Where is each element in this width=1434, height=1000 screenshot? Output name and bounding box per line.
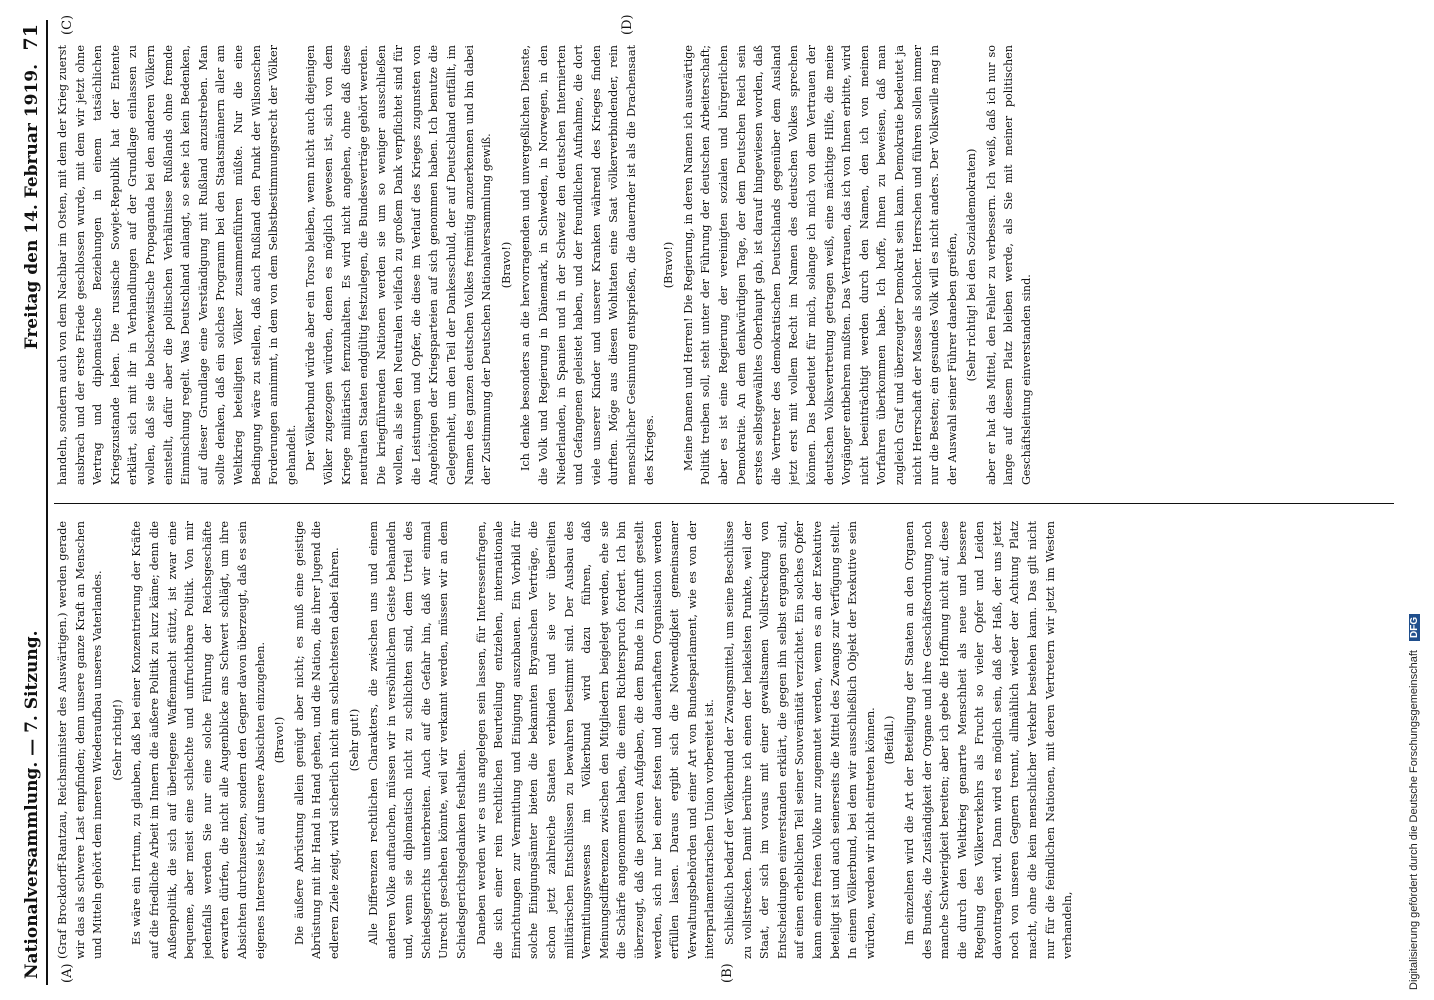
interjection: (Beifall.) [883, 715, 897, 765]
interjection: (Sehr richtig!) [110, 699, 124, 781]
paragraph: Meine Damen und Herren! Die Regierung, in deren Namen ich auswärtige Politik treiben soll, steht unter der Führung der deutschen Arbeiterschaft; aber es ist eine Regierung der vereinigten sozialen und bürgerlichen Demokratie. An dem denkwürdigen Tage, der dem Deutschen Reich sein erstes selbstgewähltes Oberhaupt gab, ist darauf hingewiesen worden, daß die Vertreter des demokratischen Deutschlands gegenüber dem Ausland jetzt erst mit vollem Recht im Namen des deutschen Volkes sprechen können. Das bedeutet für mich, solange ich mich von dem Vertrauen der deutschen Volksvertretung getragen weiß, eine mächtige Hilfe, die meine Vorgänger entbehren mußten. Das Vertrauen, das ich von Ihnen erbitte, wird nicht beeinträchtigt werden durch den Namen, den ich von meinen Vorfahren überkommen habe. Ich hoffe, Ihnen zu beweisen, daß man zugleich Graf und überzeugter Demokrat sein kann. Demokratie bedeutet ja nicht Herrschaft der Masse als solcher. Herrschen und führen sollen immer nur die Besten; ein gesundes Volk will es nicht anders. Der Volkswille mag in der Auswahl seiner Führer daneben greifen, [681, 45, 959, 485]
column-divider [54, 503, 1394, 504]
interjection: (Bravo!) [662, 241, 676, 289]
digitization-sidebar [1406, 10, 1430, 990]
interjection: (Bravo!) [499, 241, 513, 289]
paragraph: aber er hat das Mittel, den Fehler zu verbessern. Ich weiß, daß ich nur so lange auf diesem Platz bleiben werde, als Sie mit meiner politischen Geschäftsleitung einverstanden sind. [984, 45, 1034, 485]
margin-mark-c: (C) [60, 14, 75, 35]
paragraph: Schließlich bedarf der Völkerbund der Zwangsmittel, um seine Beschlüsse zu vollstrecken. Damit berühre ich einen der heikelsten Punkte, weil der Staat, der sich im voraus mit einer gewaltsamen Vollstreckung von Entscheidungen einverstanden erklärt, die gegen ihn selbst ergangen sind, auf einen erheblichen Teil seiner Souveränität verzichtet. Ein solches Opfer kann einem freien Volke nur zugemutet werden, wenn es an der Exekutive beteiligt ist und auch seinerseits die Mittel des Zwangs zur Verfügung stellt. In einem Völkerbund, bei dem wir ausschließlich Objekt der Exekutive sein würden, werden wir nicht eintreten können. [722, 521, 877, 959]
interjection: (Sehr richtig! bei den Sozialdemokraten) [965, 148, 979, 382]
paragraph: Daneben werden wir es uns angelegen sein lassen, für Interessenfragen, die sich einer rein rechtlichen Beurteilung entziehen, internationale Einrichtungen zur Vermittlung und Einigung auszubauen. Ein Vorbild für solche Einigungsämter bieten die bekannten Bryanschen Verträge, die schon jetzt zahlreiche Staaten verbinden und sie vor übereilten militärischen Entschlüssen zu bewahren bestimmt sind. Der Ausbau des Vermittlungswesens im Völkerbund wird dazu führen, daß Meinungsdifferenzen zwischen den Mitgliedern beigelegt werden, ehe sie die Schärfe angenommen haben, die einen Richterspruch fordert. Ich bin überzeugt, daß die positiven Aufgaben, die dem Bunde in Zukunft gestellt werden, sich nur bei einer festen und dauerhaften Organisation werden erfüllen lassen. Daraus ergibt sich die Notwendigkeit gemeinsamer Verwaltungsbehörden und einer Art von Bundesparlament, wie es von der interparlamentarischen Union vorbereitet ist. [474, 521, 717, 959]
paragraph: (Graf Brockdorff-Rantzau, Reichsminister des Auswärtigen.) werden gerade wir das als schwere Last empfinden; denn unsere ganze Kraft an Menschen und Mitteln gehört dem inneren Wiederaufbau unseres Vaterlandes. [56, 521, 105, 959]
margin-mark-d: (D) [620, 14, 635, 35]
margin-mark-b: (B) [720, 963, 735, 983]
paragraph: Alle Differenzen rechtlichen Charakters, die zwischen uns und einem anderen Volke auftauchen, müssen wir in versöhnlichem Geiste behandeln und, wenn sie diplomatisch nicht zu schlichten sind, dem Urteil des Schiedsgerichts unterbreiten. Auch auf die Gefahr hin, daß wir einmal Unrecht geschehen könnte, weil wir verkannt werden, müssen wir an dem Schiedsgerichtsgedanken festhalten. [367, 521, 469, 959]
right-text-column [54, 45, 1394, 485]
rotated-document-page [20, 14, 1410, 985]
paragraph: Im einzelnen wird die Art der Beteiligung der Staaten an den Organen des Bundes, die Zuständigkeit der Organe und ihre Geschäftsordnung noch manche Schwierigkeit bereiten; aber ich gebe die Hoffnung nicht auf, diese die durch den Weltkrieg genarrte Menschheit als neue und bessere Regelung des Völkerverkehrs als Frucht so vieler Opfer und Leiden davontragen wird. Dann wird es möglich sein, daß der Haß, der uns jetzt noch von unseren Gegnern trennt, allmählich wieder der Achtung Platz macht, ohne die kein menschlicher Verkehr bestehen kann. Das gilt nicht nur für die feindlichen Nationen, mit deren Vertretern wir jetzt im Westen verhandeln, [902, 521, 1075, 959]
interjection: (Sehr gut!) [347, 708, 361, 772]
paragraph: Es wäre ein Irrtum, zu glauben, daß bei einer Konzentrierung der Kräfte auf die friedliche Arbeit im Innern die äußere Politik zu kurz käme; denn die Außenpolitik, die sich auf überlegene Waffenmacht stützt, ist zwar eine bequeme, aber meist eine schlechte und unfruchtbare Politik. Von mir jedenfalls werden Sie nur eine solche Führung der Reichsgeschäfte erwarten dürfen, die nicht alle Augenblicke ans Schwert schlägt, um ihre Absichten durchzusetzen, sondern den Gegner davon überzeugt, daß es sein eigenes Interesse ist, auf unsere Absichten einzugehen. [130, 521, 267, 959]
paragraph: Der Völkerbund würde aber ein Torso bleiben, wenn nicht auch diejenigen Völker zugezogen würden, denen es möglich gewesen ist, sich von dem Kriege militärisch fernzuhalten. Es wird nicht angehen, ohne daß diese neutralen Staaten endgültig festzulegen, die Bundesverträge gehört werden. Die kriegführenden Nationen werden sie um so weniger ausschließen wollen, als sie den Neutralen vielfach zu großem Dank verpflichtet sind für die Leistungen und Opfer, die diese im Verlauf des Krieges zugunsten von Angehörigen der Kriegsparteien auf sich genommen haben. Ich benutze die Gelegenheit, um den Teil der Dankesschuld, der auf Deutschland entfällt, im Namen des ganzen deutschen Volkes freimütig anzuerkennen und bin dabei der Zustimmung der Deutschen Nationalversammlung gewiß. [304, 45, 494, 485]
header-left: Nationalversammlung. — 7. Sitzung. [22, 630, 42, 979]
margin-mark-a: (A) [60, 963, 75, 983]
dfg-logo: DFG [1409, 614, 1420, 641]
interjection: (Bravo!) [273, 716, 287, 764]
left-text-column [54, 521, 1394, 959]
paragraph: Die äußere Abrüstung allein genügt aber nicht; es muß eine geistige Abrüstung mit ihr Hand in Hand gehen, und die Nation, die ihrer Jugend die edleren Ziele zeigt, wird sicherlich nicht am schlechtesten dabei fahren. [292, 521, 341, 959]
page-number: 71 [20, 24, 42, 51]
digitization-credit: Digitalisierung gefördert durch die Deutsche Forschungsgemeinschaft [1408, 650, 1420, 990]
page-header [20, 20, 48, 985]
header-date: Freitag den 14. Februar 1919. [22, 64, 42, 350]
paragraph: Ich denke besonders an die hervorragenden und unvergeßlichen Dienste, die Volk und Regierung in Dänemark, in Schweden, in Norwegen, in den Niederlanden, in Spanien und in der Schweiz den deutschen Internierten und Gefangenen geleistet haben, und der freundlichen Aufnahme, die dort viele unserer Kinder und unserer Kranken während des Krieges finden durften. Möge aus diesen Wohltaten eine Saat völkerverbindender, rein menschlicher Gesinnung entsprießen, die dauernder ist als die Drachensaat des Krieges. [519, 45, 656, 485]
paragraph: handeln, sondern auch von dem Nachbar im Osten, mit dem der Krieg zuerst ausbrach und der erste Friede geschlossen wurde, mit dem wir jetzt ohne Vertrag und diplomatische Beziehungen in einem tatsächlichen Kriegszustande leben. Die russische Sowjet-Republik hat der Entente erklärt, sich mit ihr in Verhandlungen auf der Grundlage einlassen zu wollen, daß sie die bolschewistische Propaganda bei den anderen Völkern einstellt, dafür aber die politischen Verhältnisse Rußlands ohne fremde Einmischung regelt. Was Deutschland anlangt, so sehe ich kein Bedenken, auf dieser Grundlage eine Verständigung mit Rußland anzustreben. Man sollte denken, daß ein solches Programm bei den Staatsmännern aller am Weltkrieg beteiligten Völker zusammenführen müßte. Nur die eine Bedingung wäre zu stellen, daß auch Rußland den Punkt der Wilsonschen Forderungen annimmt, in dem von dem Selbstbestimmungsrecht der Völker gehandelt. [56, 45, 298, 485]
